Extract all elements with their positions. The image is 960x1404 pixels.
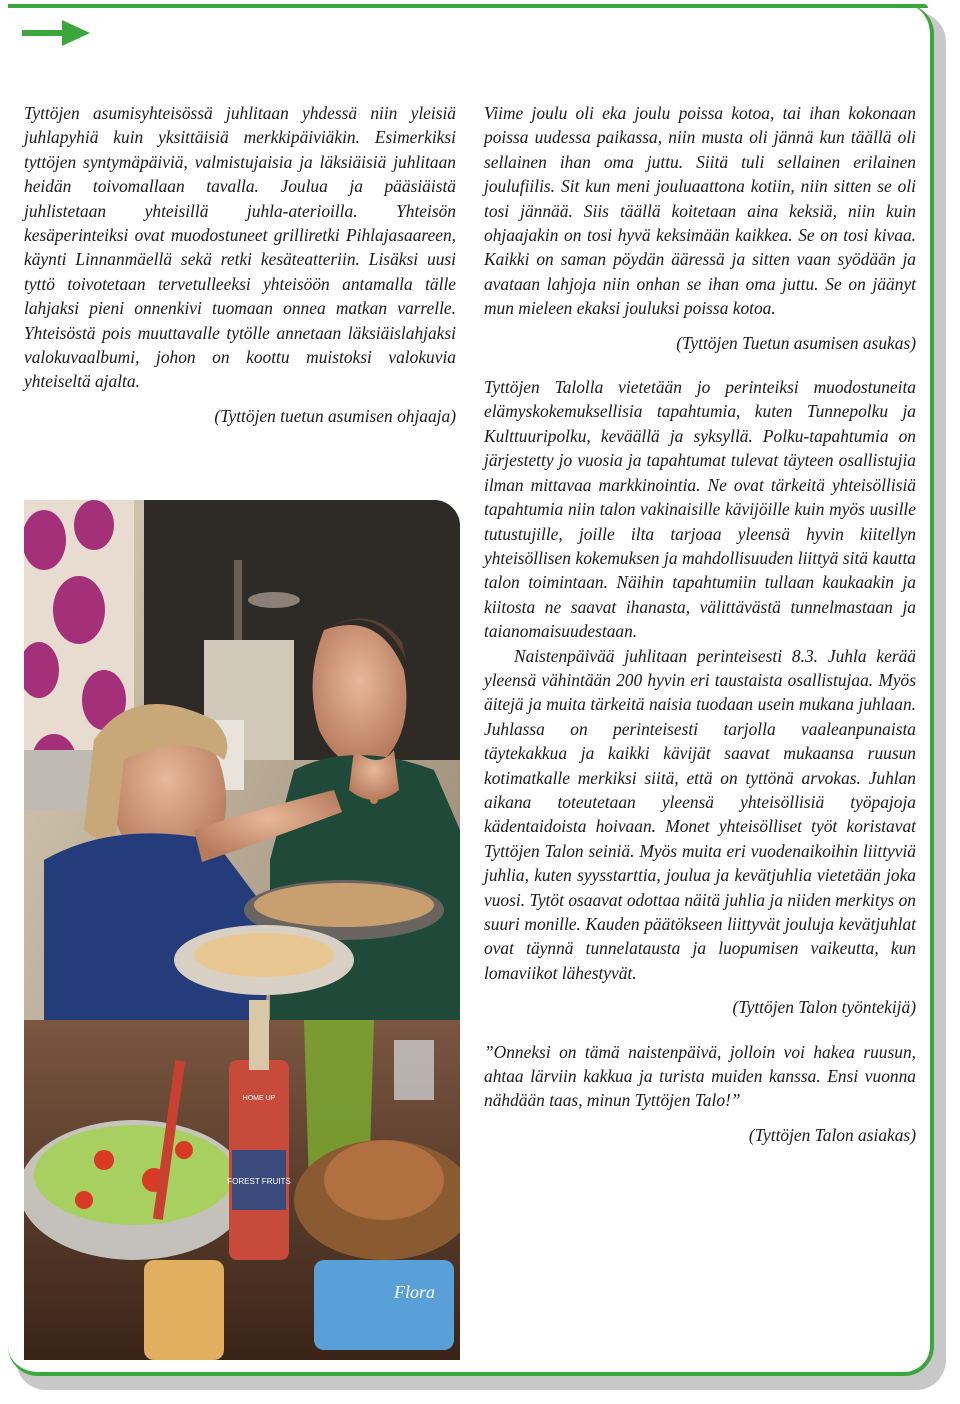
signature-1: (Tyttöjen Tuetun asumisen asukas) (676, 332, 916, 353)
left-column (24, 101, 456, 428)
tub-label: Flora (394, 1282, 436, 1302)
page-frame-top (8, 4, 928, 8)
paragraph-2a: Tyttöjen Talolla vietetään jo perinteiksi muodostuneita elämyskokemuksellisia tapahtumia, kuten Tunnepolku ja Kulttuuripolku, keväällä ja syksyllä. Polku-tapahtumia on järjestetty jo vuosia ja tapahtumat tulevat täyteen osallistujia ilman mittavaa markkinointia. Ne ovat tärkeitä yhteisöllisiä tapahtumia niin talon vakinaisille kävijöille kuin myös uusille tutustujille, joille ilta tarjoaa yleensä hyvin kiitellyn yhteisöllisen kokemuksen ja mahdollisuuden liittyä sitä kautta talon toimintaan. Näihin tapahtumiin tullaan kaukaakin ja kiitosta ne saavat ihanasta, välittävästä tunnelmastaan ja taianomaisuudestaan. (484, 377, 916, 642)
right-column (484, 101, 916, 1147)
left-signature: (Tyttöjen tuetun asumisen ohjaaja) (214, 405, 456, 426)
party-photo (24, 500, 460, 1360)
arrow-right-icon (22, 20, 90, 46)
bottle-cap-label: HOME UP (242, 1095, 276, 1102)
left-paragraph: Tyttöjen asumisyhteisössä juhlitaan yhdessä niin yleisiä juhlapyhiä kuin yksittäisiä merkkipäiviäkin. Esimerkiksi tyttöjen syntymäpäiviä, valmistujaisia ja läksiäisiä juhlitaan heidän toivomallaan tavalla. Joulua ja pääsiäistä juhlistetaan yhteisillä juhla-aterioilla. Yhteisön kesäperinteiksi ovat muodostuneet grilliretki Pihlajasaareen, käynti Linnanmäellä sekä retki kesäteatteriin. Lisäksi uusi tyttö toivotetaan tervetulleeksi yhteisöön antamalla tälle lahjaksi pieni onnenkivi tuomaan onnea matkan varrelle. Yhteisöstä pois muuttavalle tytölle annetaan läksiäislahjaksi valokuvaalbumi, johon on koottu muistoksi valokuvia yhteiseltä ajalta. (24, 103, 456, 392)
quote-1: Viime joulu oli eka joulu poissa kotoa, tai ihan kokonaan poissa uudessa paikassa, niin musta oli jännä kun täällä oli sellainen ihan oma juttu. Siitä tuli sellainen erilainen joulufiilis. Sit kun meni jouluaattona kotiin, niin sitten se oli tosi jännää. Siis täällä koitetaan aina keksiä, niin kuin ohjaajakin on tosi hyvä keksimään kaikkea. Se on tosi kivaa. Kaikki on saman pöydän ääressä ja sitten vaan syödään ja avataan lahjoja niin onhan se ihan oma juttu. Se on jäänyt mun mieleen ekaksi jouluksi poissa kotoa. (484, 103, 916, 319)
bottle-label: FOREST FRUITS (227, 1177, 291, 1186)
signature-2: (Tyttöjen Talon työntekijä) (732, 997, 916, 1018)
signature-3: (Tyttöjen Talon asiakas) (748, 1124, 916, 1145)
quote-3: ”Onneksi on tämä naistenpäivä, jolloin voi hakea ruusun, ahtaa lärviin kakkua ja turista muiden kanssa. Ensi vuonna nähdään taas, minun Tyttöjen Talo!” (484, 1041, 916, 1111)
paragraph-2b: Naistenpäivää juhlitaan perinteisesti 8.3. Juhla kerää yleensä vähintään 200 hyvin eri taustaista osallistujaa. Myös äitejä ja muita tärkeitä naisia tuodaan usein mukana juhlaan. Juhlassa on perinteisesti tarjolla vaaleanpunaista täytekakkua ja kaikki kävijät saavat mukaansa ruusun kotimatkalle merkiksi siitä, että on tyttönä arvokas. Juhlan aikana toteutetaan yleensä yhteisöllisiä työpajoja kädentaidoista hoivaan. Monet yhteisölliset työt koristavat Tyttöjen Talon seiniä. Myös muita eri vuodenaikoihin liittyviä juhlia, kuten syysstarttia, joulua ja kevätjuhlia vietetään joka vuosi. Tytöt osaavat odottaa näitä juhlia ja niiden merkitys on suuri monille. Kauden päätökseen liittyvät jouluja kevätjuhlat ovat täynnä tunnelatausta ja luopumisen vaikeutta, kun lomaviikot lähestyvät. (484, 645, 916, 983)
party-photo-illustration (24, 500, 460, 1360)
